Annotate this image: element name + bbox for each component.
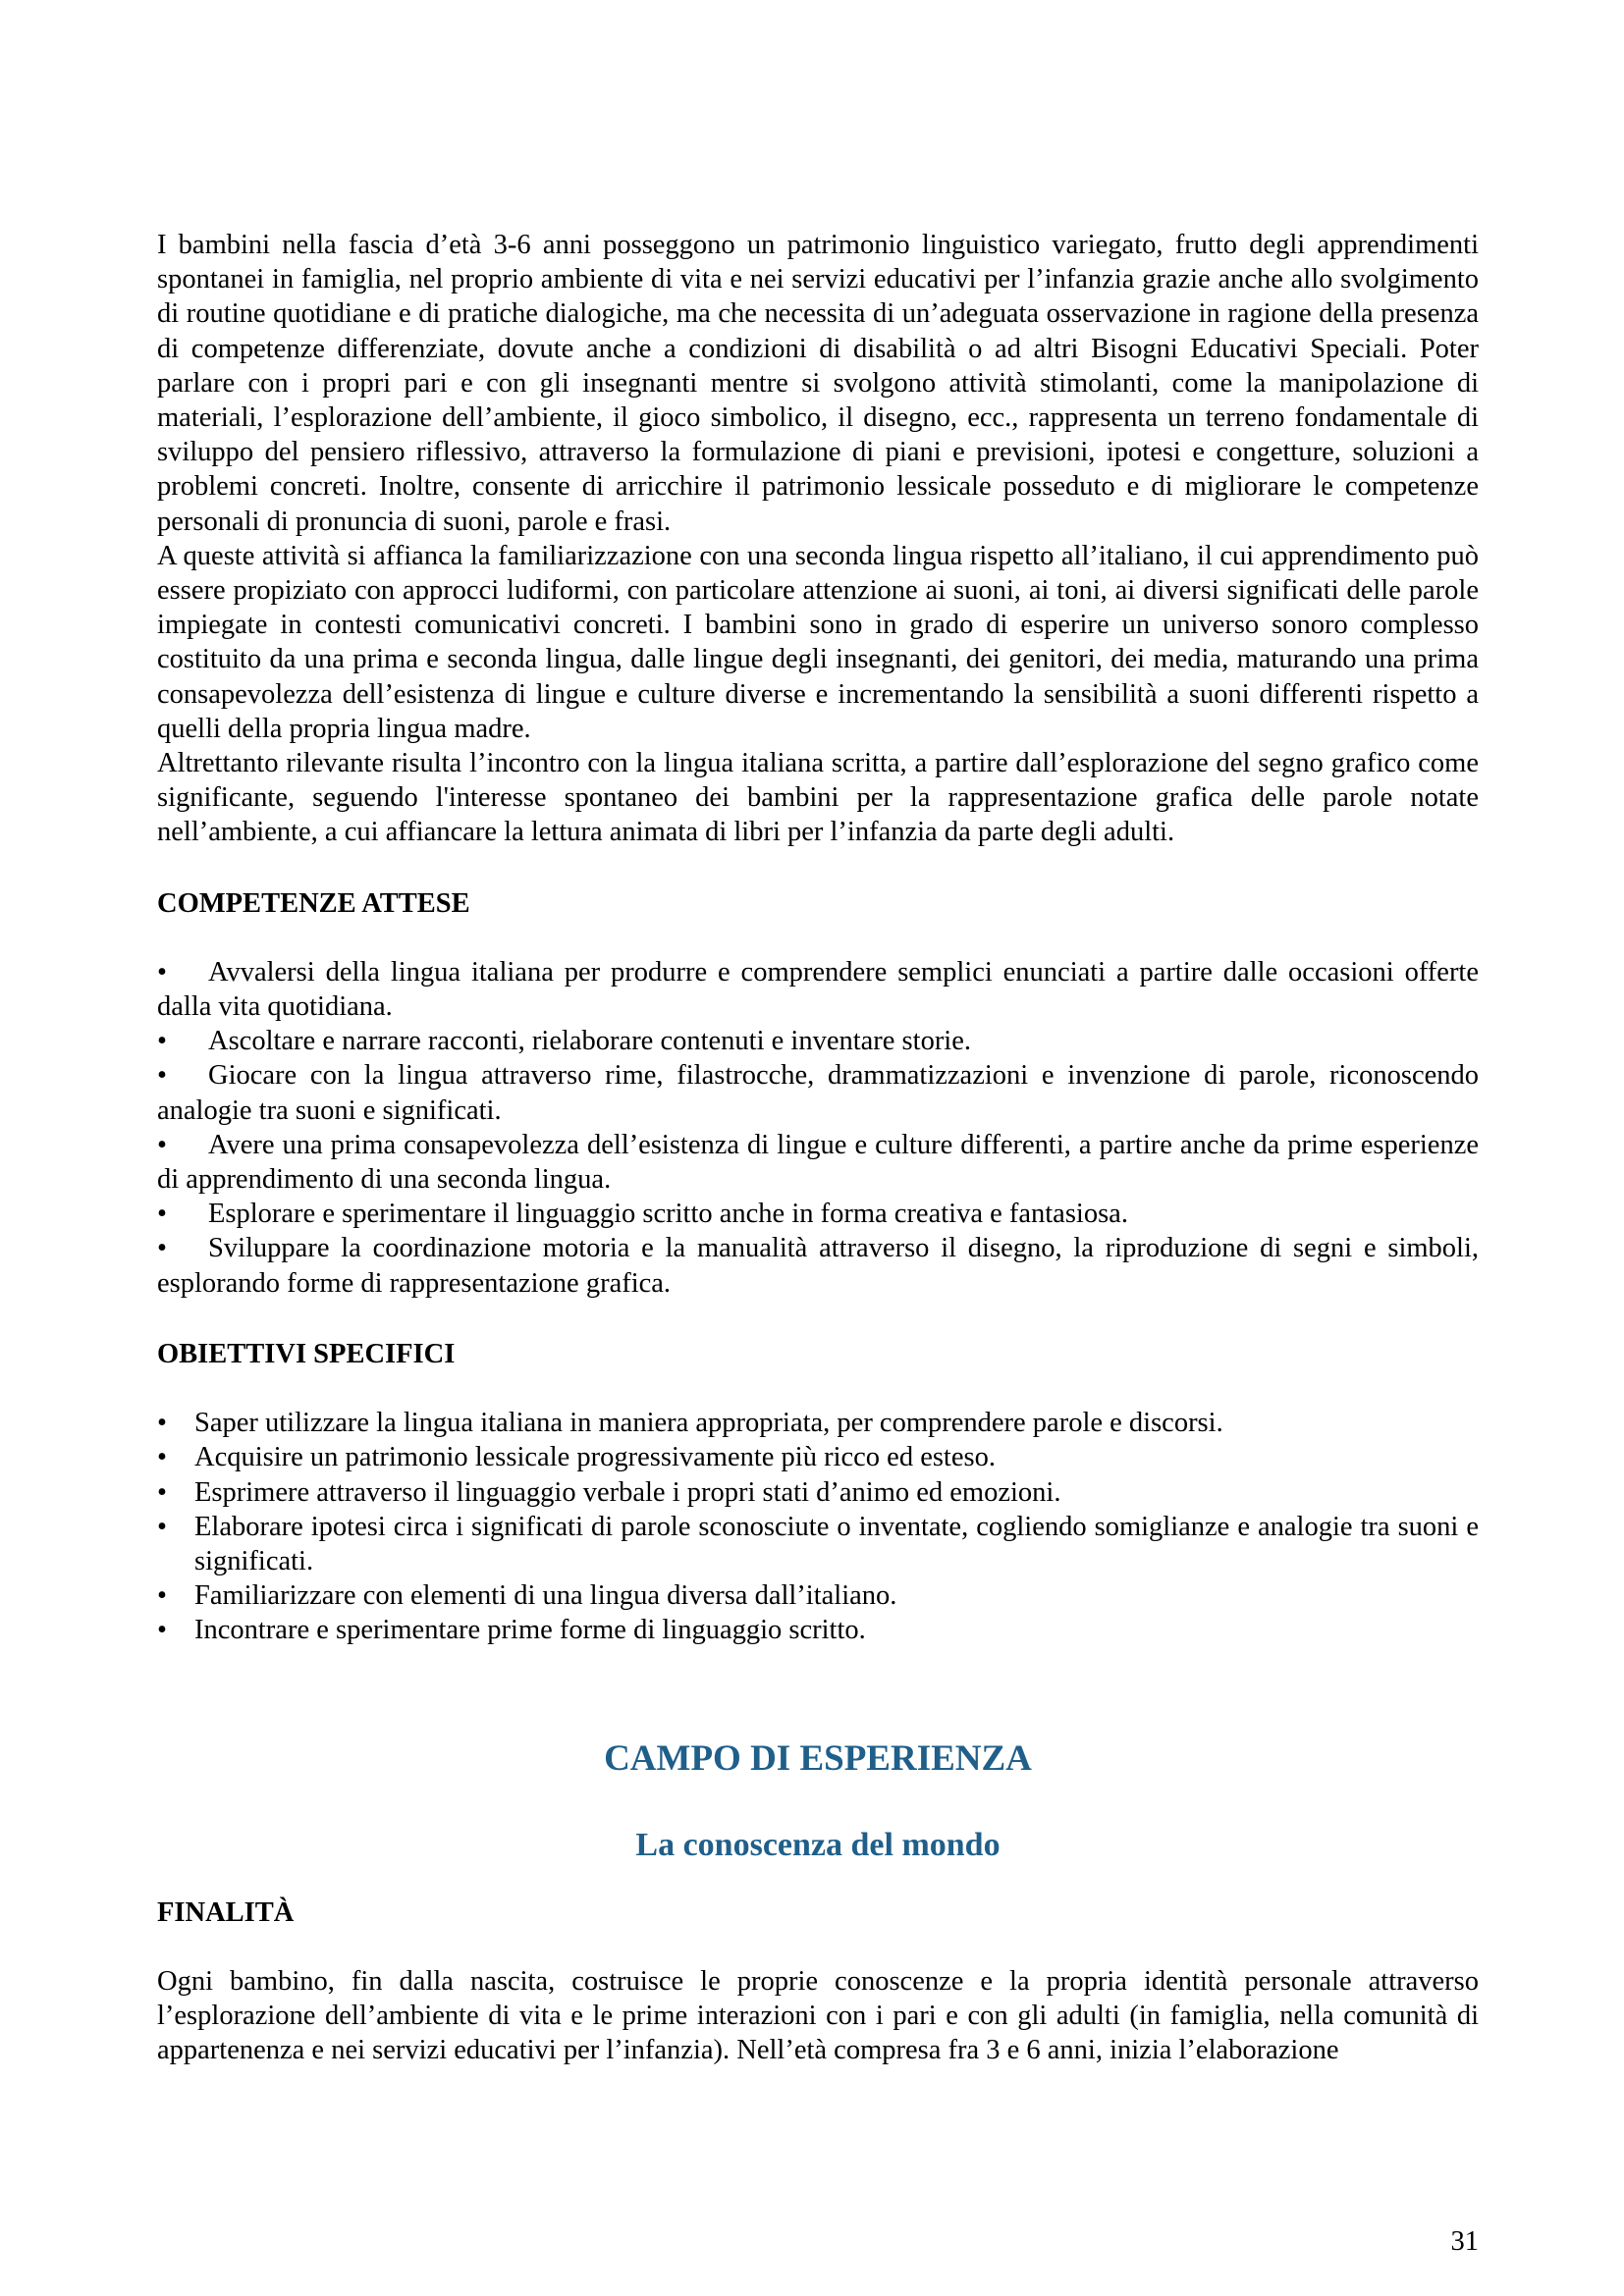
- intro-paragraph-3: Altrettanto rilevante risulta l’incontro con la lingua italiana scritta, a partire dall’esplorazione del segno grafico come significante, seguendo l'interesse spontaneo dei bambini per la rappresentazione grafica delle parole notate nell’ambiente, a cui affiancare la lettura animata di libri per l’infanzia da parte degli adulti.: [157, 748, 1479, 848]
- obiettivi-heading: OBIETTIVI SPECIFICI: [157, 1338, 456, 1369]
- intro-paragraph-2: A queste attività si affianca la familiarizzazione con una seconda lingua rispetto all’italiano, il cui apprendimento può essere propiziato con approcci ludiformi, con particolare attenzione ai suoni, ai toni, ai diversi significati delle parole impiegate in contesti comunicativi concreti. I bambini sono in grado di esperire un universo sonoro complesso costituito da una prima e seconda lingua, dalle lingue degli insegnanti, dei genitori, dei media, maturando una prima consapevolezza dell’esistenza di lingue e culture diverse e incrementando la sensibilità a suoni differenti rispetto a quelli della propria lingua madre.: [157, 540, 1479, 744]
- competenze-heading: COMPETENZE ATTESE: [157, 887, 470, 919]
- bullet-icon: •: [157, 1060, 167, 1092]
- document-page: [157, 228, 1479, 2067]
- list-item: [157, 1578, 1479, 1613]
- competenze-list: [157, 955, 1479, 1301]
- list-item-text: Ascoltare e narrare racconti, rielaborare contenuti e inventare storie.: [208, 1026, 972, 1057]
- campo-subtitle: La conoscenza del mondo: [635, 1826, 1001, 1863]
- finalita-paragraph: Ogni bambino, fin dalla nascita, costruisce le proprie conoscenze e la propria identità personale attraverso l’esplorazione dell’ambiente di vita e le prime interazioni con i pari e con gli adulti (in famiglia, nella comunità di appartenenza e nei servizi educativi per l’infanzia). Nell’età compresa fra 3 e 6 anni, inizia l’elaborazione: [157, 1965, 1479, 2066]
- bullet-icon: •: [157, 1233, 167, 1264]
- campo-title: CAMPO DI ESPERIENZA: [604, 1737, 1032, 1779]
- list-item: [157, 1613, 1479, 1647]
- list-item-text: Esplorare e sperimentare il linguaggio scritto anche in forma creativa e fantasiosa.: [208, 1199, 1128, 1230]
- list-item-text: Saper utilizzare la lingua italiana in maniera appropriata, per comprendere parole e discorsi.: [194, 1408, 1223, 1439]
- list-item-text: Esprimere attraverso il linguaggio verbale i propri stati d’animo ed emozioni.: [194, 1476, 1061, 1508]
- finalita-heading: FINALITÀ: [157, 1896, 295, 1928]
- list-item: [157, 1440, 1479, 1474]
- list-item: [157, 1128, 1479, 1197]
- list-item-text: Elaborare ipotesi circa i significati di parole sconosciute o inventate, cogliendo somiglianze e analogie tra suoni e significati.: [194, 1511, 1479, 1576]
- bullet-icon: •: [157, 1615, 167, 1646]
- bullet-icon: •: [157, 1442, 167, 1473]
- list-item-text: Sviluppare la coordinazione motoria e la manualità attraverso il disegno, la riproduzione di segni e simboli, esplorando forme di rappresentazione grafica.: [157, 1233, 1479, 1299]
- list-item: [157, 1231, 1479, 1300]
- bullet-icon: •: [157, 1580, 167, 1612]
- list-item: [157, 1197, 1479, 1231]
- bullet-icon: •: [157, 956, 167, 988]
- list-item: [157, 1475, 1479, 1510]
- list-item-text: Giocare con la lingua attraverso rime, filastrocche, drammatizzazioni e invenzione di parole, riconoscendo analogie tra suoni e significati.: [157, 1060, 1479, 1126]
- list-item-text: Familiarizzare con elementi di una lingua diversa dall’italiano.: [194, 1580, 897, 1612]
- bullet-icon: •: [157, 1476, 167, 1508]
- list-item-text: Incontrare e sperimentare prime forme di linguaggio scritto.: [194, 1615, 866, 1646]
- bullet-icon: •: [157, 1026, 167, 1057]
- bullet-icon: •: [157, 1511, 167, 1542]
- list-item-text: Avvalersi della lingua italiana per produrre e comprendere semplici enunciati a partire dalle occasioni offerte dalla vita quotidiana.: [157, 956, 1479, 1023]
- list-item: [157, 1024, 1479, 1058]
- bullet-icon: •: [157, 1129, 167, 1160]
- bullet-icon: •: [157, 1408, 167, 1439]
- list-item: [157, 1406, 1479, 1440]
- list-item: [157, 955, 1479, 1024]
- page-number: 31: [1450, 2226, 1479, 2257]
- bullet-icon: •: [157, 1199, 167, 1230]
- list-item: [157, 1510, 1479, 1578]
- list-item: [157, 1058, 1479, 1127]
- intro-paragraph-1: I bambini nella fascia d’età 3-6 anni posseggono un patrimonio linguistico variegato, frutto degli apprendimenti spontanei in famiglia, nel proprio ambiente di vita e nei servizi educativi per l’infanzia grazie anche allo svolgimento di routine quotidiane e di pratiche dialogiche, ma che necessita di un’adeguata osservazione in ragione della presenza di competenze differenziate, dovute anche a condizioni di disabilità o ad altri Bisogni Educativi Speciali. Poter parlare con i propri pari e con gli insegnanti mentre si svolgono attività stimolanti, come la manipolazione di materiali, l’esplorazione dell’ambiente, il gioco simbolico, il disegno, ecc., rappresenta un terreno fondamentale di sviluppo del pensiero riflessivo, attraverso la formulazione di piani e previsioni, ipotesi e congetture, soluzioni a problemi concreti. Inoltre, consente di arricchire il patrimonio lessicale posseduto e di migliorare le competenze personali di pronuncia di suoni, parole e frasi.: [157, 230, 1479, 537]
- list-item-text: Avere una prima consapevolezza dell’esistenza di lingue e culture differenti, a partire anche da prime esperienze di apprendimento di una seconda lingua.: [157, 1129, 1479, 1196]
- list-item-text: Acquisire un patrimonio lessicale progressivamente più ricco ed esteso.: [194, 1442, 996, 1473]
- obiettivi-list: [157, 1406, 1479, 1647]
